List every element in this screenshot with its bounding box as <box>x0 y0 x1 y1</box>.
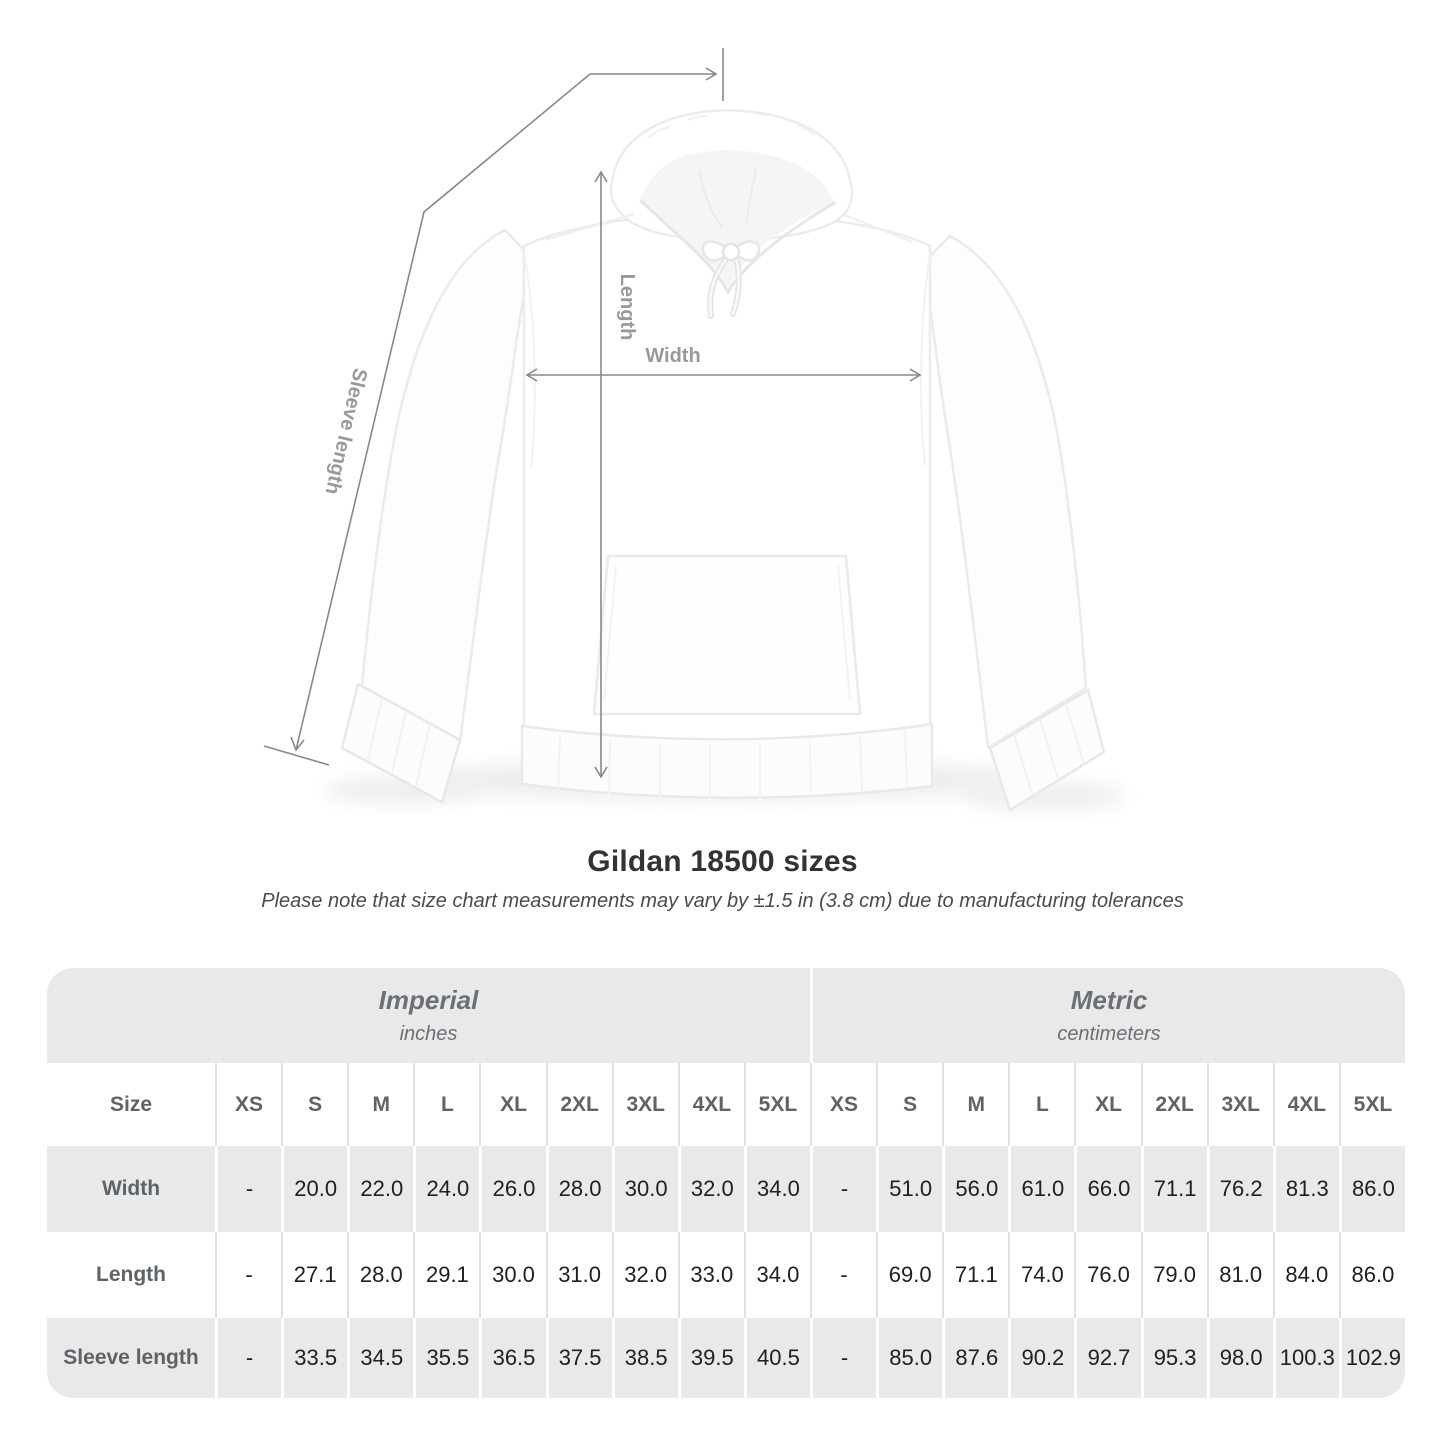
table-cell: 29.1 <box>413 1232 479 1318</box>
metric-label: Metric <box>1070 985 1148 1015</box>
table-cell: 69.0 <box>876 1232 942 1318</box>
table-cell: 86.0 <box>1339 1146 1405 1232</box>
tolerance-note: Please note that size chart measurements may vary by ±1.5 in (3.8 cm) due to manufacturing tolerances <box>261 890 1184 912</box>
table-cell: - <box>215 1146 281 1232</box>
size-header: XS <box>810 1063 876 1146</box>
size-header: S <box>281 1063 347 1146</box>
table-cell: 31.0 <box>546 1232 612 1318</box>
length-label: Length <box>616 273 638 341</box>
table-cell: 30.0 <box>612 1146 678 1232</box>
table-cell: 79.0 <box>1141 1232 1207 1318</box>
table-cell: 95.3 <box>1141 1318 1207 1398</box>
table-cell: 98.0 <box>1207 1318 1273 1398</box>
table-cell: 34.0 <box>744 1146 810 1232</box>
table-cell: 39.5 <box>678 1318 744 1398</box>
table-cell: 40.5 <box>744 1318 810 1398</box>
size-header: XL <box>479 1063 545 1146</box>
table-cell: 71.1 <box>942 1232 1008 1318</box>
page-title: Gildan 18500 sizes <box>587 845 858 878</box>
size-header: 2XL <box>546 1063 612 1146</box>
metric-unit: centimeters <box>1057 1023 1161 1045</box>
table-cell: 22.0 <box>347 1146 413 1232</box>
table-cell: 56.0 <box>942 1146 1008 1232</box>
size-header: M <box>347 1063 413 1146</box>
row-label: Sleeve length <box>47 1318 215 1398</box>
table-cell: 81.3 <box>1273 1146 1339 1232</box>
size-header: 3XL <box>612 1063 678 1146</box>
table-cell: 92.7 <box>1074 1318 1140 1398</box>
hoodie-illustration <box>342 110 1104 810</box>
right-sleeve <box>930 236 1086 748</box>
size-header: XL <box>1074 1063 1140 1146</box>
imperial-band <box>47 968 810 1063</box>
table-cell: 84.0 <box>1273 1232 1339 1318</box>
size-header: L <box>413 1063 479 1146</box>
table-cell: - <box>810 1232 876 1318</box>
table-cell: - <box>215 1318 281 1398</box>
table-cell: 74.0 <box>1008 1232 1074 1318</box>
size-header: 4XL <box>678 1063 744 1146</box>
row-label: Length <box>47 1232 215 1318</box>
size-header: XS <box>215 1063 281 1146</box>
table-cell: 86.0 <box>1339 1232 1405 1318</box>
table-cell: 87.6 <box>942 1318 1008 1398</box>
row-label: Width <box>47 1146 215 1232</box>
size-column-header: Size <box>47 1063 215 1146</box>
size-table <box>47 968 1405 1398</box>
width-label: Width <box>645 345 701 367</box>
sleeve-length-label: Sleeve length <box>320 366 372 497</box>
table-cell: 100.3 <box>1273 1318 1339 1398</box>
table-cell: 32.0 <box>612 1232 678 1318</box>
table-cell: 102.9 <box>1339 1318 1405 1398</box>
table-cell: 76.2 <box>1207 1146 1273 1232</box>
table-cell: 38.5 <box>612 1318 678 1398</box>
table-cell: 34.5 <box>347 1318 413 1398</box>
table-cell: 27.1 <box>281 1232 347 1318</box>
size-header: 3XL <box>1207 1063 1273 1146</box>
table-cell: 66.0 <box>1074 1146 1140 1232</box>
imperial-label: Imperial <box>378 985 479 1015</box>
table-cell: 20.0 <box>281 1146 347 1232</box>
size-header: M <box>942 1063 1008 1146</box>
table-cell: 37.5 <box>546 1318 612 1398</box>
size-header: 4XL <box>1273 1063 1339 1146</box>
table-cell: 33.0 <box>678 1232 744 1318</box>
table-cell: 24.0 <box>413 1146 479 1232</box>
table-cell: 36.5 <box>479 1318 545 1398</box>
table-cell: 33.5 <box>281 1318 347 1398</box>
table-cell: 28.0 <box>546 1146 612 1232</box>
table-cell: 35.5 <box>413 1318 479 1398</box>
table-cell: 90.2 <box>1008 1318 1074 1398</box>
table-cell: 81.0 <box>1207 1232 1273 1318</box>
table-cell: 30.0 <box>479 1232 545 1318</box>
metric-band <box>810 968 1405 1063</box>
table-cell: 26.0 <box>479 1146 545 1232</box>
table-cell: 76.0 <box>1074 1232 1140 1318</box>
table-cell: 85.0 <box>876 1318 942 1398</box>
table-cell: 61.0 <box>1008 1146 1074 1232</box>
table-cell: 28.0 <box>347 1232 413 1318</box>
size-header: 2XL <box>1141 1063 1207 1146</box>
table-cell: 34.0 <box>744 1232 810 1318</box>
kangaroo-pocket <box>594 556 860 714</box>
table-cell: - <box>810 1318 876 1398</box>
table-cell: 32.0 <box>678 1146 744 1232</box>
size-header: L <box>1008 1063 1074 1146</box>
size-header: 5XL <box>744 1063 810 1146</box>
size-header: 5XL <box>1339 1063 1405 1146</box>
table-cell: 71.1 <box>1141 1146 1207 1232</box>
table-cell: - <box>810 1146 876 1232</box>
imperial-unit: inches <box>399 1023 458 1045</box>
left-sleeve <box>362 230 524 742</box>
table-cell: - <box>215 1232 281 1318</box>
size-header: S <box>876 1063 942 1146</box>
table-cell: 51.0 <box>876 1146 942 1232</box>
